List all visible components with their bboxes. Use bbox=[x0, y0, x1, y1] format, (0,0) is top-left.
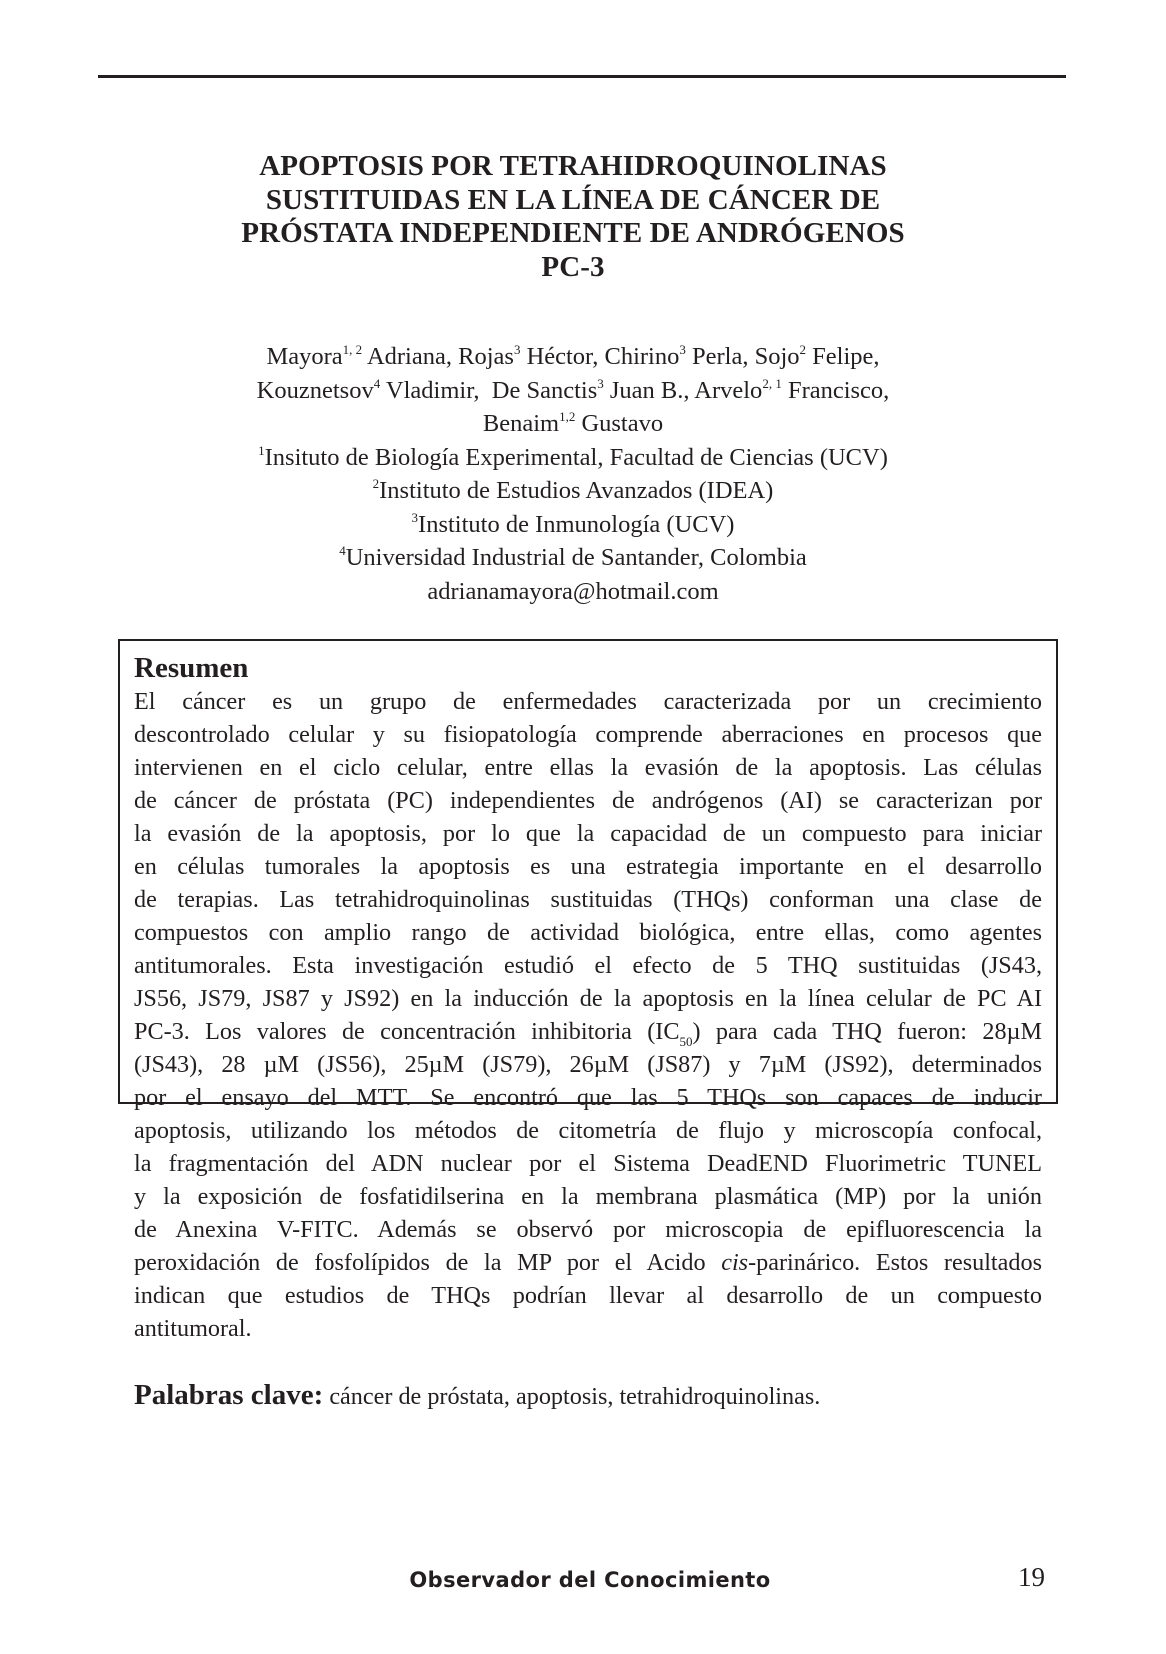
cis-text-after: -parinárico. Estos resultados bbox=[748, 1249, 1042, 1276]
abstract-line: JS56, JS79, JS87 y JS92) en la inducción de la apoptosis en la línea celular de PC AI bbox=[134, 985, 1042, 1012]
keywords-label: Palabras clave: bbox=[134, 1379, 324, 1411]
author-surname: Kouznetsov bbox=[256, 376, 374, 404]
abstract-heading: Resumen bbox=[134, 652, 249, 684]
author-given: Perla, bbox=[692, 343, 749, 370]
paper-title bbox=[140, 150, 1006, 284]
affiliation-text: Instituto de Inmunología (UCV) bbox=[418, 510, 735, 538]
abstract-line: antitumoral. bbox=[134, 1315, 252, 1342]
abstract-line: y la exposición de fosfatidilserina en la membrana plasmática (MP) por la unión bbox=[134, 1183, 1042, 1210]
abstract-line: de Anexina V-FITC. Además se observó por microscopia de epifluorescencia la bbox=[134, 1216, 1042, 1243]
affiliation-text: Universidad Industrial de Santander, Colombia bbox=[345, 544, 807, 571]
abstract-line-ic50 bbox=[134, 1015, 1042, 1048]
abstract-body bbox=[134, 685, 1042, 1345]
abstract-content bbox=[134, 651, 1042, 1414]
author-surname: Rojas bbox=[458, 343, 514, 370]
abstract-line: de terapias. Las tetrahidroquinolinas sustituidas (THQs) conforman una clase de bbox=[134, 886, 1042, 913]
author-line bbox=[140, 340, 1006, 374]
cis-italic: cis bbox=[721, 1249, 749, 1276]
author-surname: Sojo bbox=[754, 343, 800, 370]
affiliation bbox=[140, 474, 1006, 508]
title-line: PC-3 bbox=[541, 250, 605, 283]
affiliation bbox=[140, 441, 1006, 475]
affiliation-text: Insituto de Biología Experimental, Facultad de Ciencias (UCV) bbox=[264, 443, 888, 471]
abstract-line: indican que estudios de THQs podrían llevar al desarrollo de un compuesto bbox=[134, 1282, 1042, 1309]
author-affil-ref: 2 bbox=[799, 342, 807, 357]
keywords bbox=[134, 1378, 1042, 1414]
author-surname: De Sanctis bbox=[491, 376, 598, 404]
author-surname: Benaim bbox=[482, 410, 560, 437]
author-line bbox=[140, 407, 1006, 441]
affiliation-text: Instituto de Estudios Avanzados (IDEA) bbox=[379, 477, 774, 504]
page-number: 19 bbox=[1018, 1562, 1045, 1592]
abstract-line: intervienen en el ciclo celular, entre ellas la evasión de la apoptosis. Las células bbox=[134, 754, 1042, 781]
abstract-line: antitumorales. Esta investigación estudió el efecto de 5 THQ sustituidas (JS43, bbox=[134, 952, 1042, 979]
abstract-line: la evasión de la apoptosis, por lo que la capacidad de un compuesto para iniciar bbox=[134, 820, 1042, 847]
author-surname: Mayora bbox=[266, 343, 343, 370]
keywords-text: cáncer de próstata, apoptosis, tetrahidroquinolinas. bbox=[329, 1383, 821, 1410]
abstract-line: compuestos con amplio rango de actividad biológica, entre ellas, como agentes bbox=[134, 919, 1042, 946]
author-affil-ref: 4 bbox=[373, 375, 381, 391]
abstract-box bbox=[118, 639, 1058, 1411]
ic-subscript: 50 bbox=[679, 1034, 693, 1049]
affiliation-number: 3 bbox=[411, 509, 419, 525]
abstract-line: la fragmentación del ADN nuclear por el Sistema DeadEND Fluorimetric TUNEL bbox=[134, 1150, 1042, 1177]
affiliation bbox=[140, 541, 1006, 575]
author-given: Vladimir, bbox=[385, 376, 480, 404]
abstract-line: por el ensayo del MTT. Se encontró que las 5 THQs son capaces de inducir bbox=[134, 1084, 1042, 1111]
author-given: Francisco, bbox=[787, 376, 890, 404]
author-surname: Chirino bbox=[604, 343, 680, 370]
author-given: Héctor, bbox=[526, 343, 599, 370]
author-affil-ref: 2, 1 bbox=[762, 375, 782, 391]
cis-text-before: peroxidación de fosfolípidos de la MP por el Acido bbox=[134, 1249, 722, 1276]
author-surname: Arvelo bbox=[694, 376, 763, 404]
title-line: SUSTITUIDAS EN LA LÍNEA DE CÁNCER DE bbox=[265, 183, 881, 216]
author-affil-ref: 3 bbox=[679, 342, 686, 357]
author-given: Gustavo bbox=[581, 410, 664, 437]
journal-name: Observador del Conocimiento bbox=[409, 1568, 771, 1592]
affiliation-number: 1 bbox=[258, 442, 265, 458]
abstract-line: en células tumorales la apoptosis es una estrategia importante en el desarrollo bbox=[134, 853, 1042, 880]
abstract-line: El cáncer es un grupo de enfermedades caracterizada por un crecimiento bbox=[134, 688, 1042, 715]
abstract-line: de cáncer de próstata (PC) independientes de andrógenos (AI) se caracterizan por bbox=[134, 787, 1042, 814]
abstract-line: apoptosis, utilizando los métodos de citometría de flujo y microscopía confocal, bbox=[134, 1117, 1042, 1144]
abstract-line: descontrolado celular y su fisiopatología comprende aberraciones en procesos que bbox=[134, 721, 1042, 748]
ic-text-after: ) para cada THQ fueron: 28µM bbox=[692, 1018, 1042, 1045]
contact-email[interactable]: adrianamayora@hotmail.com bbox=[427, 577, 719, 605]
author-given: Felipe, bbox=[812, 343, 880, 370]
author-block bbox=[140, 340, 1006, 608]
ic-text-before: PC-3. Los valores de concentración inhibitoria (IC bbox=[134, 1018, 680, 1045]
affiliation bbox=[140, 508, 1006, 542]
author-given: Juan B., bbox=[609, 376, 690, 404]
author-affil-ref: 1,2 bbox=[559, 409, 576, 424]
title-line: PRÓSTATA INDEPENDIENTE DE ANDRÓGENOS bbox=[241, 217, 905, 249]
author-given: Adriana, bbox=[366, 343, 452, 370]
author-affil-ref: 1, 2 bbox=[342, 342, 363, 357]
author-affil-ref: 3 bbox=[513, 342, 521, 357]
abstract-line: (JS43), 28 µM (JS56), 25µM (JS79), 26µM (JS87) y 7µM (JS92), determinados bbox=[134, 1051, 1042, 1078]
title-line: APOPTOSIS POR TETRAHIDROQUINOLINAS bbox=[259, 150, 887, 182]
top-rule bbox=[98, 75, 1066, 78]
author-affil-ref: 3 bbox=[597, 375, 604, 391]
affiliation-number: 2 bbox=[372, 476, 380, 491]
abstract-line-cis bbox=[134, 1246, 1042, 1279]
affiliation-number: 4 bbox=[339, 543, 346, 558]
author-line bbox=[140, 374, 1006, 408]
